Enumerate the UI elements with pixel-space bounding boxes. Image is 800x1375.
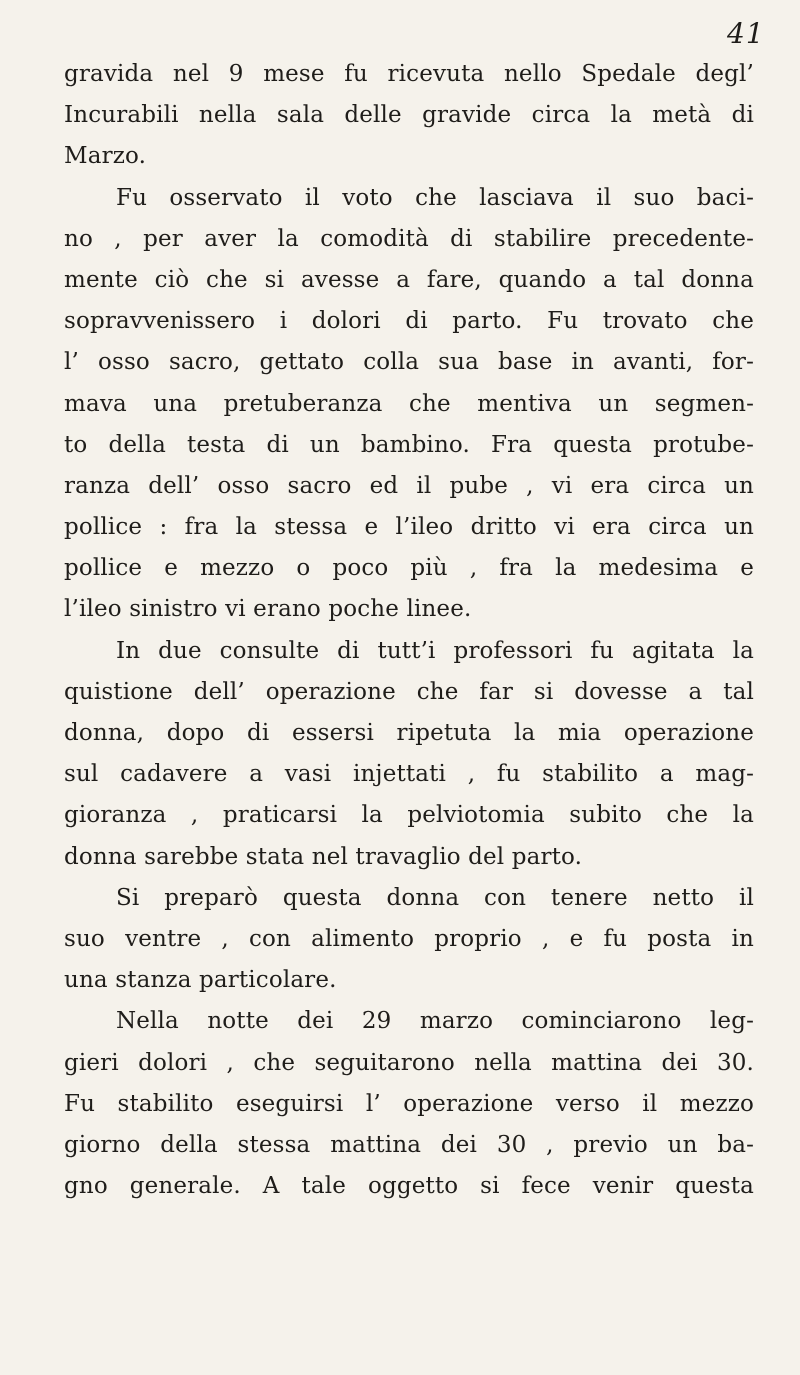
text-line: In due consulte di tutt’i professori fu agitata la	[116, 637, 754, 664]
text-line: mente ciò che si avesse a fare, quando a tal donna	[64, 266, 754, 293]
text-line: sul cadavere a vasi injettati , fu stabilito a mag-	[64, 761, 754, 788]
text-line: ranza dell’ osso sacro ed il pube , vi era circa un	[64, 472, 754, 499]
text-line: Marzo.	[64, 143, 147, 170]
text-line: l’ osso sacro, gettato colla sua base in avanti, for-	[64, 349, 754, 376]
text-line: gno generale. A tale oggetto si fece venir questa	[64, 1173, 754, 1200]
text-line: donna sarebbe stata nel travaglio del parto.	[64, 843, 583, 870]
text-line: quistione dell’ operazione che far si dovesse a tal	[64, 678, 754, 705]
text-line: pollice e mezzo o poco più , fra la medesima e	[64, 555, 754, 582]
text-line: giorno della stessa mattina dei 30 , previo un ba-	[64, 1131, 754, 1158]
text-line: Fu osservato il voto che lasciava il suo baci-	[116, 184, 754, 211]
text-line: sopravvenissero i dolori di parto. Fu trovato che	[64, 308, 754, 335]
text-line: to della testa di un bambino. Fra questa protube-	[64, 431, 754, 458]
text-line: mava una pretuberanza che mentiva un segmen-	[64, 390, 754, 417]
text-line: suo ventre , con alimento proprio , e fu posta in	[64, 925, 754, 952]
body-text	[64, 54, 754, 1207]
text-line: Nella notte dei 29 marzo cominciarono leg-	[116, 1008, 754, 1035]
text-line: pollice : fra la stessa e l’ileo dritto vi era circa un	[64, 514, 754, 541]
text-line: l’ileo sinistro vi erano poche linee.	[64, 596, 472, 623]
text-line: Si preparò questa donna con tenere netto il	[116, 884, 754, 911]
text-line: Fu stabilito eseguirsi l’ operazione verso il mezzo	[64, 1090, 754, 1117]
text-line: donna, dopo di essersi ripetuta la mia operazione	[64, 720, 754, 746]
text-line: gioranza , praticarsi la pelviotomia subito che la	[64, 802, 754, 829]
text-line: una stanza particolare.	[64, 967, 337, 994]
text-line: gieri dolori , che seguitarono nella mattina dei 30.	[64, 1049, 754, 1076]
text-line: gravida nel 9 mese fu ricevuta nello Spedale degl’	[64, 61, 754, 87]
text-line: Incurabili nella sala delle gravide circa la metà di	[64, 102, 754, 129]
text-line: no , per aver la comodità di stabilire precedente-	[64, 225, 754, 252]
page-number: 41	[727, 17, 765, 50]
